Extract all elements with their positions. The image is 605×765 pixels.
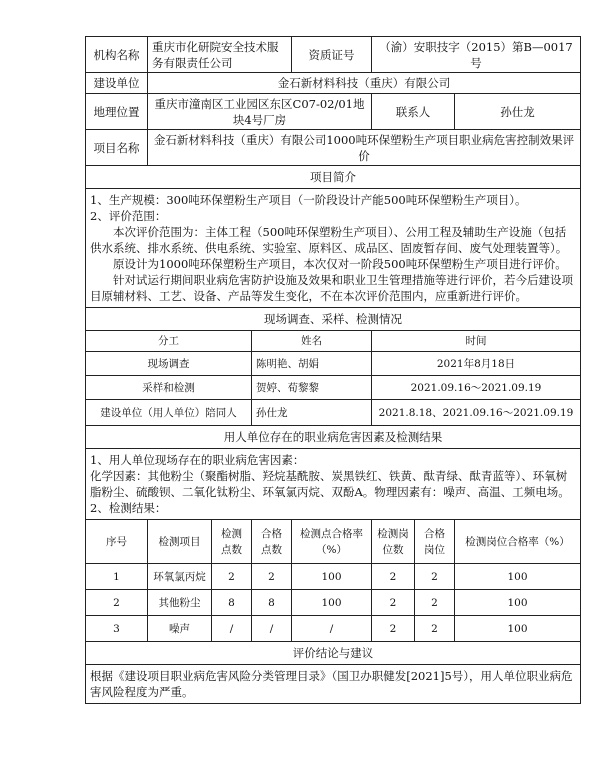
survey-header-time: 时间 <box>372 331 581 352</box>
survey-header-name: 姓名 <box>252 331 372 352</box>
result-cell: 100 <box>455 590 581 616</box>
result-cell: 2 <box>86 590 148 616</box>
hazard-factors: 化学因素：其他粉尘（聚酯树脂、羟烷基酰胺、炭黑铁红、铁黄、酞青绿、酞青蓝等）、环氧树脂粉尘、硫酸钡、二氧化钛粉尘、环氧氯丙烷、双酚A。物理因素有：噪声、高温、工频电场。 <box>90 469 570 499</box>
report-document <box>85 36 580 704</box>
result-cell: 100 <box>455 616 581 642</box>
result-cell: 100 <box>292 564 372 590</box>
result-header: 检测岗位合格率（%） <box>455 520 581 564</box>
survey-title: 现场调查、采样、检测情况 <box>86 308 581 331</box>
result-cell: / <box>292 616 372 642</box>
result-header: 检测项目 <box>148 520 212 564</box>
survey-header-role: 分工 <box>86 331 252 352</box>
cert-value: （渝）安职技字（2015）第B—0017号 <box>372 37 581 73</box>
result-header: 检测岗位数 <box>372 520 415 564</box>
conclusion-text: 根据《建设项目职业病危害风险分类管理目录》（国卫办职健发[2021]5号），用人单位职业病危害风险程度为严重。 <box>86 665 581 704</box>
survey-name: 贺婷、荀黎黎 <box>252 376 372 400</box>
result-cell: / <box>212 616 252 642</box>
intro-title: 项目简介 <box>86 166 581 189</box>
survey-time: 2021.8.18、2021.09.16～2021.09.19 <box>372 400 581 426</box>
unit-label: 建设单位 <box>86 73 148 94</box>
result-cell: 2 <box>372 616 415 642</box>
project-value: 金石新材料科技（重庆）有限公司1000吨环保塑粉生产项目职业病危害控制效果评价 <box>148 130 581 166</box>
intro-original-design: 原设计为1000吨环保塑粉生产项目，本次仅对一阶段500吨环保塑粉生产项目进行评价。 <box>113 257 567 271</box>
survey-name: 陈明艳、胡娟 <box>252 352 372 376</box>
contact-label: 联系人 <box>372 94 455 130</box>
result-cell: 2 <box>415 564 455 590</box>
result-cell: 3 <box>86 616 148 642</box>
intro-body <box>86 189 581 308</box>
hazard-title: 用人单位存在的职业病危害因素及检测结果 <box>86 426 581 449</box>
org-label: 机构名称 <box>86 37 148 73</box>
cert-label: 资质证号 <box>292 37 372 73</box>
survey-row <box>86 352 581 376</box>
survey-row <box>86 376 581 400</box>
location-label: 地理位置 <box>86 94 148 130</box>
org-value: 重庆市化研院安全技术服务有限责任公司 <box>148 37 292 73</box>
intro-note: 针对试运行期间职业病危害防护设施及效果和职业卫生管理措施等进行评价，若今后建设项目原辅材料、工艺、设备、产品等发生变化，不在本次评价范围内，应重新进行评价。 <box>90 273 573 303</box>
conclusion-title: 评价结论与建议 <box>86 642 581 665</box>
result-cell: 2 <box>372 590 415 616</box>
result-header: 合格点数 <box>252 520 292 564</box>
table-row <box>86 590 581 616</box>
survey-name: 孙仕龙 <box>252 400 372 426</box>
result-cell: 2 <box>252 564 292 590</box>
result-cell: 2 <box>212 564 252 590</box>
result-cell: 2 <box>372 564 415 590</box>
survey-time: 2021.09.16～2021.09.19 <box>372 376 581 400</box>
result-header: 序号 <box>86 520 148 564</box>
hazard-body <box>86 449 581 520</box>
survey-time: 2021年8月18日 <box>372 352 581 376</box>
result-cell: 100 <box>455 564 581 590</box>
unit-value: 金石新材料科技（重庆）有限公司 <box>148 73 581 94</box>
survey-role: 现场调查 <box>86 352 252 376</box>
table-row <box>86 564 581 590</box>
survey-row <box>86 400 581 426</box>
result-cell: 8 <box>252 590 292 616</box>
hazard-results-heading: 2、检测结果： <box>90 501 167 515</box>
result-cell: 1 <box>86 564 148 590</box>
intro-scope: 本次评价范围为：主体工程（500吨环保塑粉生产项目）、公用工程及辅助生产设施（包括供水系统、排水系统、供电系统、实验室、原料区、成品区、固废暂存间、废气处理装置等）。 <box>90 225 568 255</box>
result-cell: / <box>252 616 292 642</box>
location-value: 重庆市潼南区工业园区东区C07-02/01地块4号厂房 <box>148 94 372 130</box>
result-cell: 2 <box>415 616 455 642</box>
result-cell: 2 <box>415 590 455 616</box>
project-label: 项目名称 <box>86 130 148 166</box>
intro-scope-heading: 2、评价范围： <box>90 209 167 223</box>
result-cell: 其他粉尘 <box>148 590 212 616</box>
survey-role: 采样和检测 <box>86 376 252 400</box>
intro-scale: 1、生产规模：300吨环保塑粉生产项目（一阶段设计产能500吨环保塑粉生产项目）。 <box>90 193 527 207</box>
result-header: 合格岗位 <box>415 520 455 564</box>
survey-role: 建设单位（用人单位）陪同人 <box>86 400 252 426</box>
result-cell: 8 <box>212 590 252 616</box>
result-header: 检测点数 <box>212 520 252 564</box>
report-table <box>85 36 581 704</box>
result-cell: 噪声 <box>148 616 212 642</box>
table-row <box>86 616 581 642</box>
hazard-factors-heading: 1、用人单位现场存在的职业病危害因素： <box>90 453 305 467</box>
contact-value: 孙仕龙 <box>455 94 581 130</box>
result-cell: 100 <box>292 590 372 616</box>
result-header: 检测点合格率（%） <box>292 520 372 564</box>
result-cell: 环氧氯丙烷 <box>148 564 212 590</box>
